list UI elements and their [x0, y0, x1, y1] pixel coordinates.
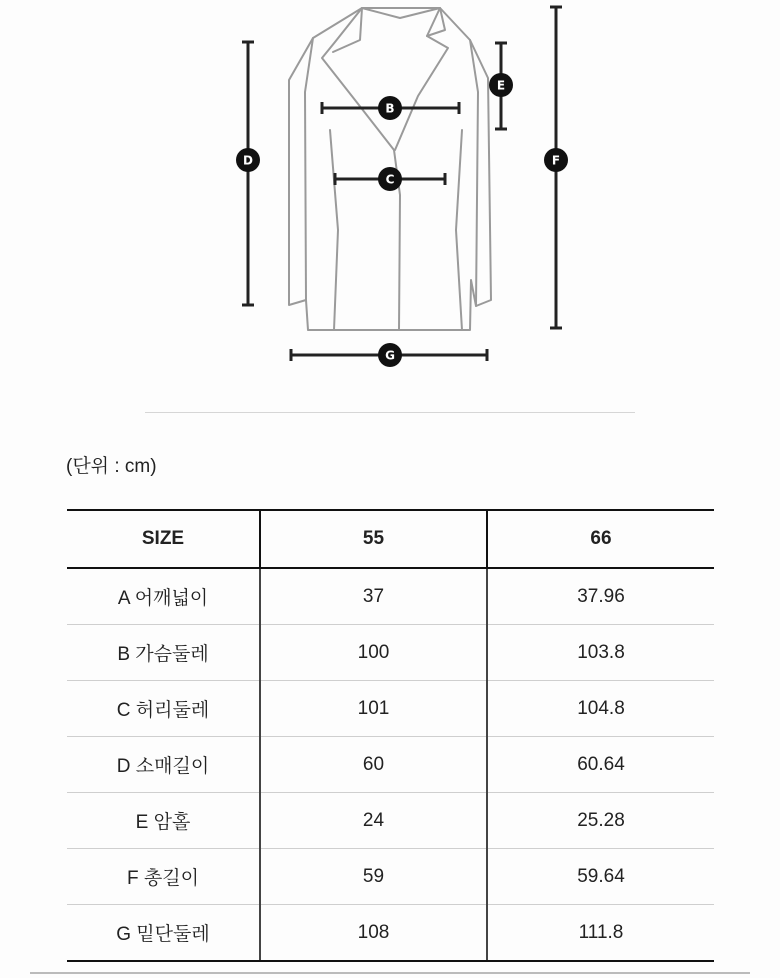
- marker-g: [378, 343, 402, 367]
- header-size-55: 55: [260, 510, 487, 568]
- svg-text:D: D: [243, 153, 253, 168]
- value-66: 60.64: [487, 737, 714, 793]
- table-header-row: [67, 510, 714, 568]
- value-55: 37: [260, 568, 487, 625]
- table-row: [67, 849, 714, 905]
- measure-label: A 어깨넓이: [67, 568, 260, 625]
- svg-text:E: E: [496, 78, 506, 93]
- svg-text:G: G: [385, 348, 395, 363]
- marker-c: [378, 167, 402, 191]
- svg-text:C: C: [385, 172, 395, 187]
- value-55: 100: [260, 625, 487, 681]
- value-66: 104.8: [487, 681, 714, 737]
- svg-text:F: F: [551, 153, 561, 168]
- value-55: 60: [260, 737, 487, 793]
- header-size: SIZE: [67, 510, 260, 568]
- table-row: [67, 905, 714, 962]
- value-66: 37.96: [487, 568, 714, 625]
- size-table: [67, 509, 714, 962]
- value-66: 103.8: [487, 625, 714, 681]
- marker-e: [489, 73, 513, 97]
- value-66: 111.8: [487, 905, 714, 962]
- marker-f: [544, 148, 568, 172]
- header-size-66: 66: [487, 510, 714, 568]
- value-55: 101: [260, 681, 487, 737]
- section-divider: [145, 412, 635, 413]
- table-row: [67, 625, 714, 681]
- measure-label: F 총길이: [67, 849, 260, 905]
- value-55: 24: [260, 793, 487, 849]
- table-row: [67, 681, 714, 737]
- value-55: 59: [260, 849, 487, 905]
- value-66: 25.28: [487, 793, 714, 849]
- marker-b: [378, 96, 402, 120]
- table-row: [67, 737, 714, 793]
- value-66: 59.64: [487, 849, 714, 905]
- measure-label: G 밑단둘레: [67, 905, 260, 962]
- table-row: [67, 793, 714, 849]
- measure-label: D 소매길이: [67, 737, 260, 793]
- measure-label: B 가슴둘레: [67, 625, 260, 681]
- unit-note: (단위 : cm): [66, 456, 157, 477]
- jacket-measurement-diagram: [0, 0, 780, 400]
- bottom-rule: [30, 972, 750, 974]
- measure-label: E 암홀: [67, 793, 260, 849]
- table-row: [67, 568, 714, 625]
- svg-text:B: B: [385, 101, 395, 116]
- measure-label: C 허리둘레: [67, 681, 260, 737]
- value-55: 108: [260, 905, 487, 962]
- marker-d: [236, 148, 260, 172]
